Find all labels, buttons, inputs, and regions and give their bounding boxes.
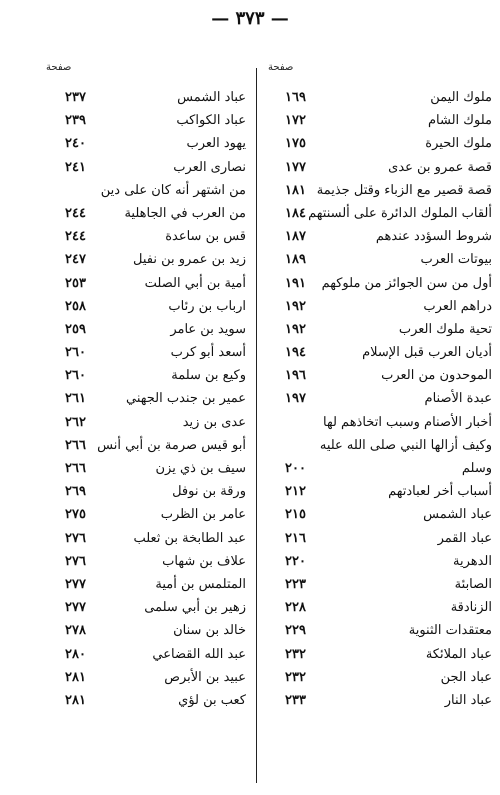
toc-entry: [46, 503, 246, 526]
toc-entry: [266, 225, 492, 248]
toc-entry-page: ٢٧٧: [65, 576, 86, 592]
toc-entry-page: ٢٧٧: [65, 600, 86, 616]
toc-entry-page: ٢٣٩: [65, 113, 86, 129]
toc-entry-title: عباد الكواكب: [176, 113, 246, 129]
toc-entry: [266, 689, 492, 712]
toc-entry-title: يهود العرب: [186, 136, 246, 152]
toc-entry: [266, 457, 492, 480]
toc-entry-title: أسعد أبو كرب: [170, 345, 246, 361]
toc-entry: [46, 156, 246, 179]
toc-entry-title: عبيد بن الأبرص: [164, 669, 246, 685]
toc-entry-page: ٢٦٦: [65, 437, 86, 453]
toc-entry-page: ٢٣٣: [285, 692, 306, 708]
toc-entry: [46, 480, 246, 503]
toc-entry: [46, 596, 246, 619]
toc-entry-page: ١٧٧: [285, 159, 306, 175]
toc-entry-title: بيوتات العرب: [420, 252, 492, 268]
toc-entry: [46, 619, 246, 642]
toc-entry: [46, 225, 246, 248]
toc-entry-page: ١٨٤: [285, 205, 306, 221]
toc-entry: [266, 527, 492, 550]
toc-entry-title: عباد الملائكة: [425, 646, 492, 662]
toc-entry: [266, 295, 492, 318]
toc-entry-page: ١٩٢: [285, 298, 306, 314]
toc-entry-page: ١٩١: [285, 275, 306, 291]
toc-entry-title: ملوك الشام: [427, 113, 492, 129]
toc-entry-title: ملوك الحيرة: [425, 136, 492, 152]
toc-entry-title: المتلمس بن أمية: [155, 576, 246, 592]
toc-entry-page: ٢٦٠: [65, 368, 86, 384]
toc-entry-title: من العرب في الجاهلية: [124, 205, 246, 221]
toc-entry: [266, 109, 492, 132]
toc-entry-page: ١٨٧: [285, 229, 306, 245]
toc-entry-title: أخبار الأصنام وسبب اتخاذهم لها: [323, 414, 492, 430]
toc-entry-page: ٢٥٨: [65, 298, 86, 314]
toc-entry-page: ١٩٤: [285, 345, 306, 361]
toc-entry-title: أبو قيس صرمة بن أبي أنس: [97, 437, 246, 453]
toc-entry-title: ارباب بن رئاب: [168, 298, 246, 314]
toc-entry-title: وسلم: [461, 461, 492, 476]
toc-entry: [46, 434, 246, 457]
toc-entry-title: أسباب أخر لعبادتهم: [388, 484, 492, 500]
toc-entry-page: ٢٢٣: [285, 576, 306, 592]
toc-entry: [46, 411, 246, 434]
toc-entry-page: ٢٧٦: [65, 553, 86, 569]
column-header-page-right: صفحة: [268, 62, 294, 73]
toc-entry: [46, 573, 246, 596]
toc-entry: [266, 480, 492, 503]
toc-entry-page: ٢٦٢: [65, 414, 86, 430]
toc-entry: [46, 132, 246, 155]
toc-entry-title: عبدة الأصنام: [424, 391, 492, 407]
toc-entry: [46, 643, 246, 666]
toc-entry-title: معتقدات الثنوية: [408, 623, 492, 639]
toc-entry-page: ١٧٥: [285, 136, 306, 152]
toc-entry-title: تحية ملوك العرب: [398, 321, 492, 337]
toc-entry-title: قصة عمرو بن عدى: [388, 159, 492, 175]
toc-entry-page: ١٨١: [285, 182, 306, 198]
toc-entry-title: قس بن ساعدة: [165, 229, 246, 245]
toc-entry-page: ١٦٩: [285, 90, 306, 105]
toc-entry: [266, 132, 492, 155]
toc-column-left: [46, 86, 246, 712]
toc-entry-title: سويد بن عامر: [170, 321, 246, 337]
toc-entry-page: ٢٥٩: [65, 321, 86, 337]
toc-entry-page: ٢٢٩: [285, 623, 306, 639]
toc-entry-page: ٢٠٠: [285, 461, 306, 476]
toc-entry: [46, 202, 246, 225]
toc-entry-page: ١٩٧: [285, 391, 306, 407]
toc-entry: [266, 411, 492, 434]
toc-entry-page: ٢٥٣: [65, 275, 86, 291]
toc-entry-title: وكيف أزالها النبي صلى الله عليه: [319, 437, 492, 453]
toc-entry: [266, 202, 492, 225]
toc-entry-page: ٢٢٠: [285, 553, 306, 569]
toc-entry: [46, 387, 246, 410]
toc-entry-page: ٢٤٧: [65, 252, 86, 268]
toc-entry: [266, 156, 492, 179]
toc-entry-title: أمية بن أبي الصلت: [144, 275, 246, 291]
toc-entry: [266, 503, 492, 526]
toc-entry-title: زهير بن أبي سلمى: [144, 600, 246, 616]
toc-entry-title: ألقاب الملوك الدائرة على ألسنتهم: [308, 205, 492, 221]
toc-entry-page: ٢٣٢: [285, 646, 306, 662]
toc-entry: [266, 86, 492, 109]
toc-entry-page: ٢٧٥: [65, 507, 86, 523]
toc-entry-title: عدى بن زيد: [182, 414, 246, 430]
toc-entry-title: كعب بن لؤي: [178, 692, 246, 708]
toc-entry: [266, 619, 492, 642]
toc-entry-page: ٢٣٢: [285, 669, 306, 685]
toc-entry-title: نصارى العرب: [173, 159, 246, 175]
toc-entry: [266, 272, 492, 295]
toc-entry-page: ١٩٦: [285, 368, 306, 384]
toc-entry: [266, 387, 492, 410]
toc-entry-title: علاف بن شهاب: [162, 553, 246, 569]
toc-entry-title: الزنادقة: [450, 600, 492, 616]
toc-entry: [266, 643, 492, 666]
toc-entry-page: ٢٢٨: [285, 600, 306, 616]
toc-entry-title: الصابئة: [454, 576, 492, 592]
toc-entry-page: ٢١٦: [285, 530, 306, 546]
toc-entry: [46, 527, 246, 550]
toc-entry-page: ٢٨١: [65, 669, 86, 685]
toc-entry-page: ١٧٢: [285, 113, 306, 129]
toc-entry-title: سيف بن ذي يزن: [155, 461, 246, 476]
toc-entry: [46, 109, 246, 132]
toc-entry-title: الدهرية: [452, 553, 492, 569]
toc-entry-title: الموحدون من العرب: [381, 368, 492, 384]
toc-entry-page: ٢١٥: [285, 507, 306, 523]
toc-entry: [46, 666, 246, 689]
toc-entry-title: ملوك اليمن: [430, 90, 492, 105]
toc-entry: [266, 434, 492, 457]
toc-entry-page: ٢٤١: [65, 159, 86, 175]
toc-entry: [46, 272, 246, 295]
toc-entry: [266, 666, 492, 689]
toc-entry-page: ٢٣٧: [65, 90, 86, 105]
toc-entry-page: ١٩٢: [285, 321, 306, 337]
toc-entry-page: ٢٤٤: [65, 229, 86, 245]
toc-entry-page: ٢٦٩: [65, 484, 86, 500]
toc-entry-page: ٢٨٠: [65, 646, 86, 662]
toc-entry-title: عمير بن جندب الجهني: [125, 391, 246, 407]
toc-entry: [46, 86, 246, 109]
toc-entry-title: عباد النار: [444, 692, 492, 708]
toc-entry: [266, 318, 492, 341]
toc-entry-title: عباد القمر: [437, 530, 492, 546]
toc-entry: [46, 341, 246, 364]
toc-entry-title: عباد الشمس: [423, 507, 492, 523]
toc-entry: [46, 295, 246, 318]
toc-entry-title: عباد الجن: [440, 669, 492, 685]
toc-entry: [266, 550, 492, 573]
toc-entry-page: ٢٧٨: [65, 623, 86, 639]
toc-entry-page: ٢٤٤: [65, 205, 86, 221]
toc-entry-page: ٢٧٦: [65, 530, 86, 546]
toc-entry-page: ٢٦١: [65, 391, 86, 407]
toc-entry-title: ورقة بن نوفل: [172, 484, 246, 500]
toc-entry-page: ٢٦٠: [65, 345, 86, 361]
toc-entry: [46, 364, 246, 387]
toc-entry: [46, 318, 246, 341]
column-divider: [256, 68, 257, 783]
toc-entry-title: من اشتهر أنه كان على دين: [100, 182, 246, 198]
toc-entry-title: قصة قصير مع الزباء وقتل جذيمة: [316, 182, 492, 198]
toc-entry: [266, 179, 492, 202]
toc-entry-title: وكيع بن سلمة: [171, 368, 246, 384]
page-number: — ٣٧٣ —: [211, 8, 289, 29]
column-header-page-left: صفحة: [46, 62, 72, 73]
toc-entry-title: خالد بن سنان: [173, 623, 246, 639]
toc-entry-title: عباد الشمس: [177, 90, 246, 105]
toc-entry: [46, 689, 246, 712]
toc-entry-page: ٢٤٠: [65, 136, 86, 152]
toc-entry-title: زيد بن عمرو بن نفيل: [133, 252, 246, 268]
toc-entry-title: عبد الله القضاعي: [152, 646, 246, 662]
toc-entry-title: أديان العرب قبل الإسلام: [362, 345, 492, 361]
toc-entry: [46, 550, 246, 573]
toc-entry: [46, 179, 246, 202]
toc-entry-title: عامر بن الظرب: [160, 507, 246, 523]
toc-entry-page: ٢٨١: [65, 692, 86, 708]
toc-entry-title: دراهم العرب: [423, 298, 492, 314]
toc-entry: [266, 341, 492, 364]
toc-entry-page: ٢١٢: [285, 484, 306, 500]
toc-entry: [46, 248, 246, 271]
toc-entry-title: عبد الطابخة بن ثعلب: [133, 530, 246, 546]
toc-entry-title: شروط السؤدد عندهم: [375, 229, 492, 245]
toc-entry: [266, 573, 492, 596]
toc-entry-title: أول من سن الجوائز من ملوكهم: [321, 275, 492, 291]
toc-entry: [266, 248, 492, 271]
toc-entry: [266, 596, 492, 619]
toc-entry: [46, 457, 246, 480]
toc-column-right: [266, 86, 492, 712]
toc-entry-page: ١٨٩: [285, 252, 306, 268]
toc-entry: [266, 364, 492, 387]
toc-entry-page: ٢٦٦: [65, 461, 86, 476]
